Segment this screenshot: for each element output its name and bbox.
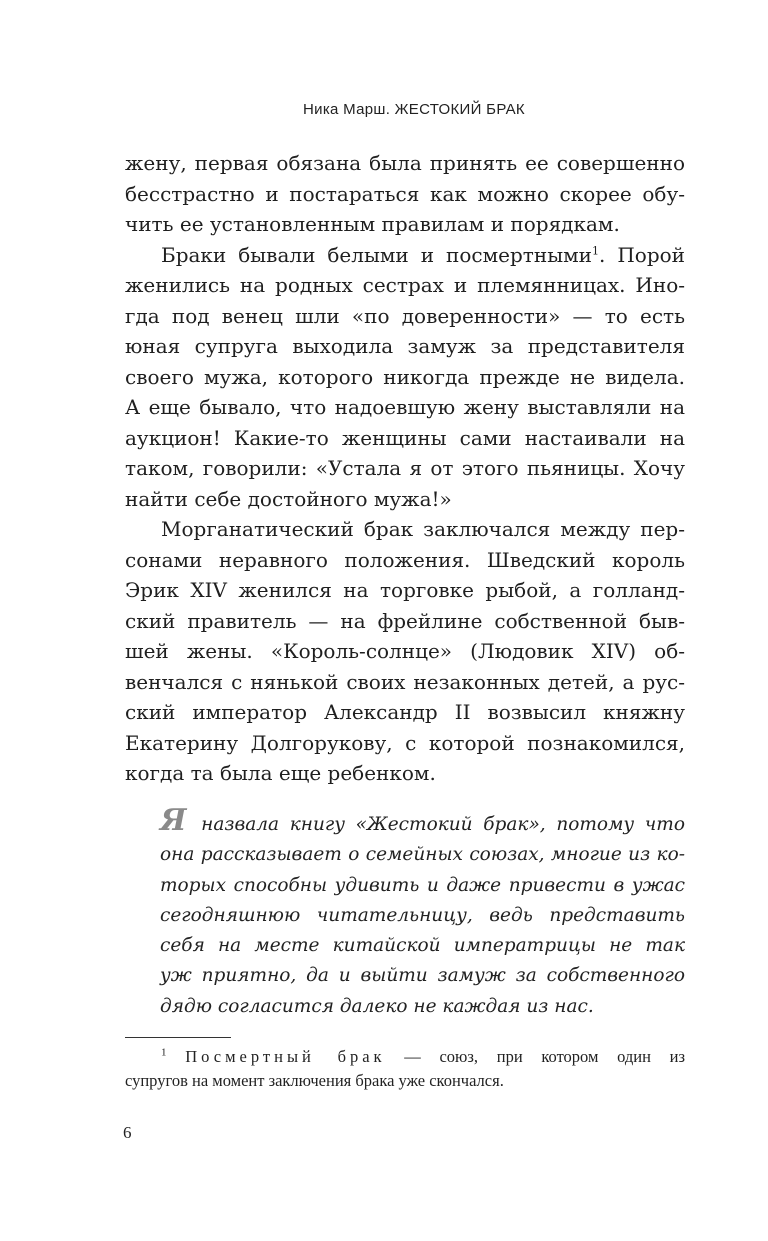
body-line: аукцион! Какие-то женщины сами настаивали на (125, 425, 685, 450)
footnote-marker: 1 (161, 1046, 167, 1059)
footnote-line (125, 1045, 685, 1069)
body-line: юная супруга выходила замуж за представителя (125, 334, 685, 358)
epigraph-line: она рассказывает о семейных союзах, многие из ко- (160, 844, 685, 866)
page-number: 6 (123, 1123, 132, 1142)
body-line: найти себе достойного мужа!» (125, 486, 452, 511)
body-line: жену, первая обязана была принять ее совершенно (125, 151, 685, 175)
body-line: когда та была еще ребенком. (125, 761, 436, 785)
body-line: венчался с нянькой своих незаконных детей, а рус- (125, 669, 685, 694)
body-line: своего мужа, которого никогда прежде не видела. (125, 364, 685, 389)
epigraph-line: торых способны удивить и даже привести в ужас (160, 874, 685, 896)
epigraph-line: дядю согласится далеко не каждая из нас. (160, 995, 594, 1017)
body-text (125, 148, 685, 789)
body-line-part: Браки бывали белыми и посмертными (161, 242, 593, 267)
footnote-line: супругов на момент заключения брака уже скончался. (125, 1071, 504, 1090)
running-head: Ника Марш. ЖЕСТОКИЙ БРАК (303, 101, 525, 118)
body-line: ский император Александр II возвысил княжну (125, 700, 685, 724)
footnote-term: Посмертный брак (185, 1047, 386, 1066)
body-line: Эрик XIV женился на торговке рыбой, а голланд- (125, 578, 685, 602)
body-line: таком, говорили: «Устала я от этого пьяницы. Хочу (125, 456, 685, 480)
body-line: бесстрастно и постараться как можно скорее обу- (125, 181, 685, 206)
epigraph-line (160, 803, 685, 840)
body-line: ский правитель — на фрейлине собственной быв- (125, 608, 685, 633)
footnote-reference[interactable]: 1 (592, 243, 600, 257)
epigraph-line: себя на месте китайской императрицы не так (160, 935, 685, 957)
body-line: гда под венец шли «по доверенности» — то есть (125, 303, 685, 328)
body-line: чить ее установленным правилам и порядкам. (125, 212, 620, 236)
epigraph-line: уж приятно, да и выйти замуж за собственного (160, 965, 685, 987)
footnote-separator (125, 1037, 231, 1038)
epigraph (160, 803, 685, 1022)
body-line: Морганатический брак заключался между пер- (161, 517, 685, 541)
footnote-text: — союз, при котором один из (385, 1047, 686, 1066)
body-line-with-footnote (125, 240, 685, 271)
body-line: шей жены. «Король-солнце» (Людовик XIV) об- (125, 639, 685, 663)
body-line: Екатерину Долгорукову, с которой познакомился, (125, 730, 685, 755)
body-line: сонами неравного положения. Шведский король (125, 547, 685, 572)
body-line: женились на родных сестрах и племянницах. Ино- (125, 273, 685, 297)
body-line: А еще бывало, что надоевшую жену выставляли на (125, 395, 685, 419)
body-line-part: . Порой (599, 242, 686, 267)
drop-cap: Я (160, 803, 187, 838)
epigraph-line: сегодняшнюю читательницу, ведь представить (160, 904, 685, 926)
footnote (125, 1045, 685, 1093)
epigraph-line-text: назвала книгу «Жестокий брак», потому что (201, 814, 685, 835)
